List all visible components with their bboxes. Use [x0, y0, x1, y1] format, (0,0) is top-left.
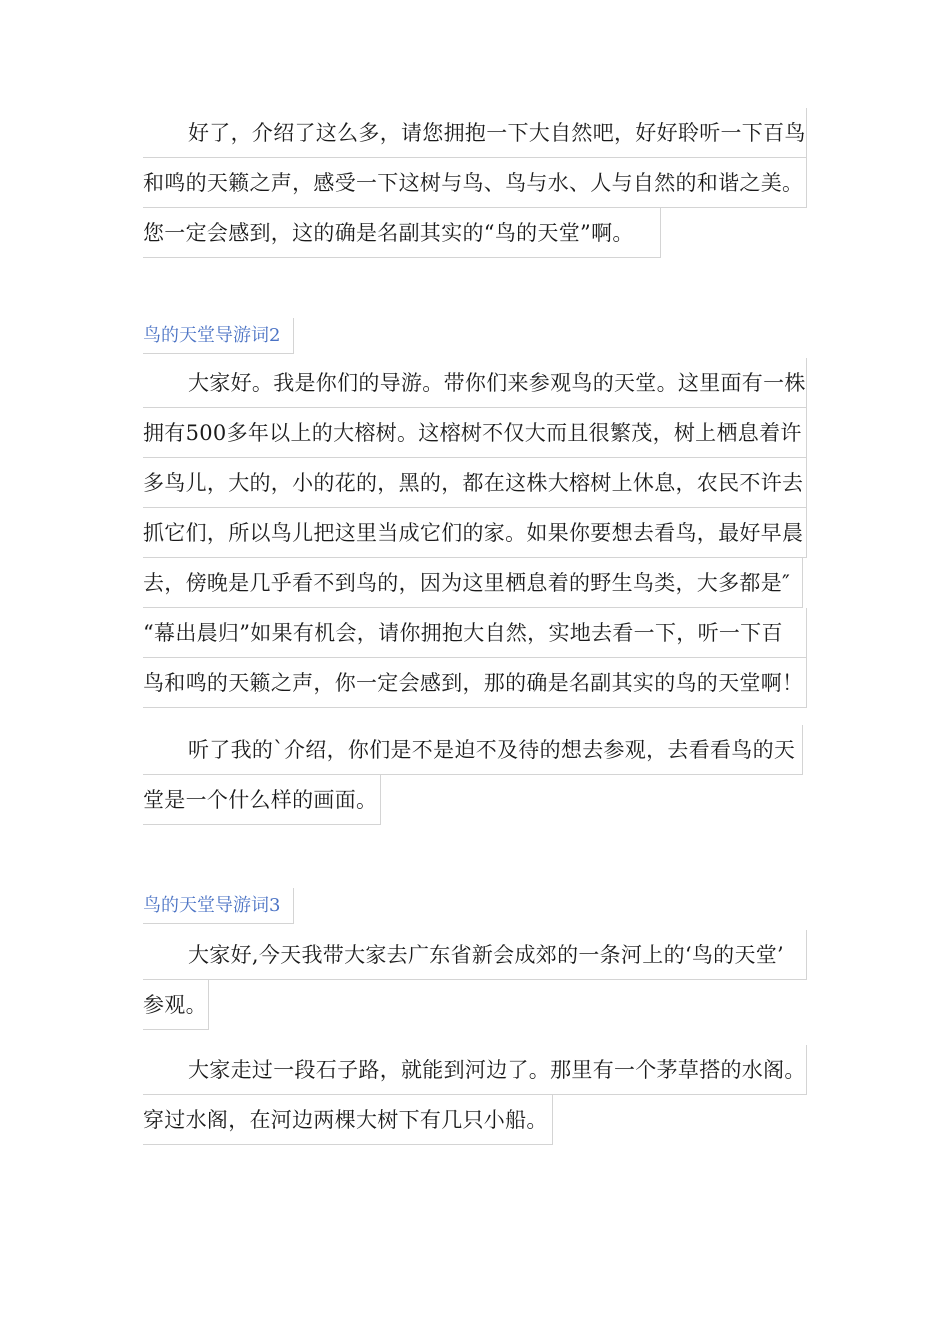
paragraph-route: [143, 1045, 807, 1145]
text-line: 多鸟儿，大的，小的花的，黑的，都在这株大榕树上休息，农民不许去: [143, 458, 807, 508]
text-line: 好了，介绍了这么多，请您拥抱一下大自然吧，好好聆听一下百鸟: [143, 108, 807, 158]
text-line: 抓它们，所以鸟儿把这里当成它们的家。如果你要想去看鸟，最好早晨: [143, 508, 807, 558]
paragraph-invite: [143, 725, 803, 825]
text-line: 鸟和鸣的天籁之声，你一定会感到，那的确是名副其实的鸟的天堂啊！: [143, 658, 807, 708]
text-line: 去，傍晚是几乎看不到鸟的，因为这里栖息着的野生鸟类，大多都是″: [143, 558, 803, 608]
text-line: 听了我的`介绍，你们是不是迫不及待的想去参观，去看看鸟的天: [143, 725, 803, 775]
paragraph-welcome: [143, 930, 807, 1030]
text-line: 您一定会感到，这的确是名副其实的“鸟的天堂”啊。: [143, 208, 661, 258]
paragraph-closing: [143, 108, 807, 258]
text-line: 和鸣的天籁之声，感受一下这树与鸟、鸟与水、人与自然的和谐之美。: [143, 158, 807, 208]
paragraph-intro: [143, 358, 807, 708]
section-heading-2: 鸟的天堂导游词2: [143, 318, 294, 354]
text-line: 大家好,今天我带大家去广东省新会成郊的一条河上的‘鸟的天堂’: [143, 930, 807, 980]
section-heading-3: 鸟的天堂导游词3: [143, 888, 294, 924]
text-line: 穿过水阁，在河边两棵大树下有几只小船。: [143, 1095, 553, 1145]
text-line: 参观。: [143, 980, 209, 1030]
text-line: 大家走过一段石子路，就能到河边了。那里有一个茅草搭的水阁。: [143, 1045, 807, 1095]
text-line: “幕出晨归”如果有机会，请你拥抱大自然，实地去看一下，听一下百: [143, 608, 807, 658]
text-line: 堂是一个什么样的画面。: [143, 775, 381, 825]
text-line: 大家好。我是你们的导游。带你们来参观鸟的天堂。这里面有一株: [143, 358, 807, 408]
text-line: 拥有500多年以上的大榕树。这榕树不仅大而且很繁茂，树上栖息着许: [143, 408, 807, 458]
